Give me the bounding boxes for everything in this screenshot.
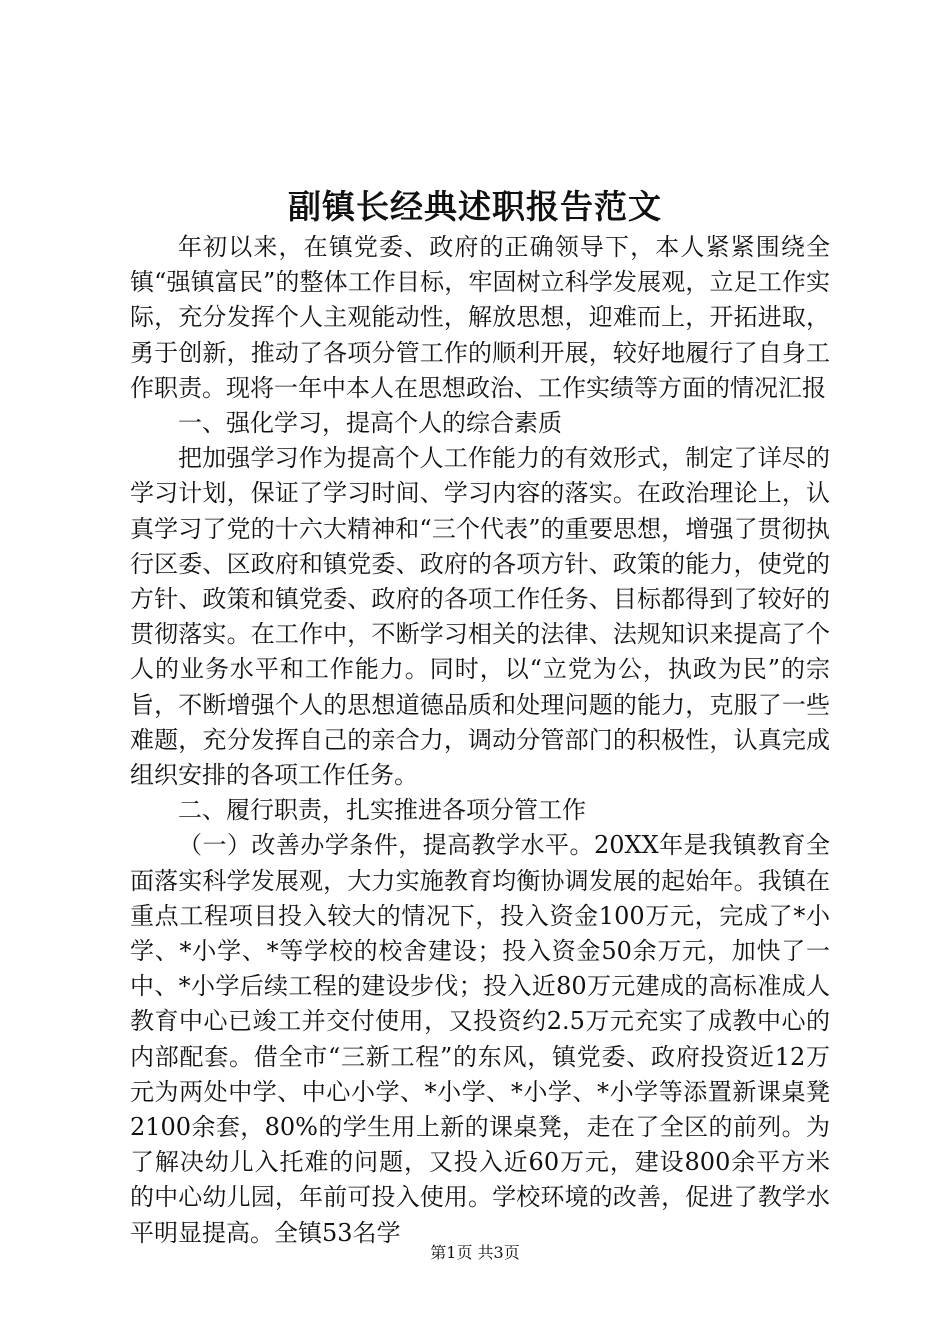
- document-title: 副镇长经典述职报告范文: [288, 187, 662, 226]
- education-paragraph: （一）改善办学条件，提高教学水平。20XX年是我镇教育全面落实科学发展观，大力实施教育均衡协调发展的起始年。我镇在重点工程项目投入较大的情况下，投入资金100万元，完成了*小学、*小学、*等学校的校舍建设；投入资金50余万元，加快了一中、*小学后续工程的建设步伐；投入近80万元建成的高标准成人教育中心已竣工并交付使用，又投资约2.5万元充实了成教中心的内部配套。借全市“三新工程”的东风，镇党委、政府投资近12万元为两处中学、中心小学、*小学、*小学、*小学等添置新课桌凳2100余套，80%的学生用上新的课桌凳，走在了全区的前列。为了解决幼儿入托难的问题，又投入近60万元，建设800余平方米的中心幼儿园，年前可投入使用。学校环境的改善，促进了教学水平明显提高。全镇53名学: [130, 831, 830, 1247]
- page-footer: 第1页 共3页: [430, 1243, 520, 1262]
- section-heading-2: 二、履行职责，扎实推进各项分管工作: [178, 796, 586, 825]
- document-body: [130, 230, 830, 1251]
- study-paragraph: 把加强学习作为提高个人工作能力的有效形式，制定了详尽的学习计划，保证了学习时间、学习内容的落实。在政治理论上，认真学习了党的十六大精神和“三个代表”的重要思想，增强了贯彻执行区委、区政府和镇党委、政府的各项方针、政策的能力，使党的方针、政策和镇党委、政府的各项工作任务、目标都得到了较好的贯彻落实。在工作中，不断学习相关的法律、法规知识来提高了个人的业务水平和工作能力。同时，以“立党为公，执政为民”的宗旨，不断增强个人的思想道德品质和处理问题的能力，克服了一些难题，充分发挥自己的亲合力，调动分管部门的积极性，认真完成组织安排的各项工作任务。: [130, 444, 830, 790]
- section-heading-1: 一、强化学习，提高个人的综合素质: [178, 409, 562, 438]
- intro-paragraph: 年初以来，在镇党委、政府的正确领导下，本人紧紧围绕全镇“强镇富民”的整体工作目标，牢固树立科学发展观，立足工作实际，充分发挥个人主观能动性，解放思想，迎难而上，开拓进取，勇于创新，推动了各项分管工作的顺利开展，较好地履行了自身工作职责。现将一年中本人在思想政治、工作实绩等方面的情况汇报: [130, 233, 830, 402]
